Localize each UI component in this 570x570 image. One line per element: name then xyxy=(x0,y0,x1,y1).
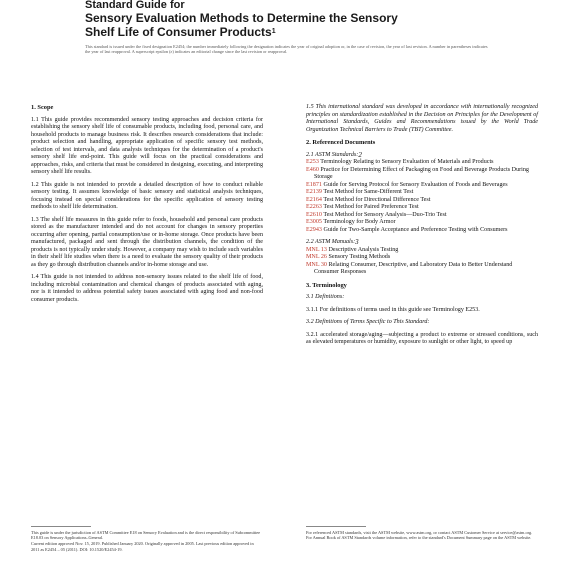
footnote-rule xyxy=(306,526,366,527)
document-header xyxy=(85,0,495,59)
reference-code-link[interactable]: E2610 xyxy=(306,211,322,218)
reference-code-link[interactable]: E2943 xyxy=(306,226,322,233)
reference-code-link[interactable]: E1871 xyxy=(306,181,322,188)
manual-item[interactable] xyxy=(306,247,538,255)
referenced-documents-heading: 2. Referenced Documents xyxy=(306,139,376,146)
manual-code-link[interactable]: MNL 30 xyxy=(306,261,327,268)
reference-item[interactable] xyxy=(306,227,538,235)
footnote-rule xyxy=(31,526,91,527)
reference-item[interactable] xyxy=(306,219,538,227)
reference-item[interactable] xyxy=(306,204,538,212)
reference-title: Terminology Relating to Sensory Evaluation of Materials and Products xyxy=(320,159,494,165)
left-footnotes xyxy=(31,526,263,553)
reference-item[interactable] xyxy=(306,189,538,197)
astm-manuals-footnote-mark: 3 xyxy=(355,238,359,246)
reference-title: Guide for Serving Protocol for Sensory Evaluation of Foods and Beverages xyxy=(323,181,508,188)
title-line-3 xyxy=(85,25,495,39)
scope-heading: 1. Scope xyxy=(31,104,54,111)
reference-code-link[interactable]: E460 xyxy=(306,166,319,173)
footnote-2: For referenced ASTM standards, visit the ASTM website, www.astm.org, or contact ASTM Customer Service at service@astm.org. For Annual Book of ASTM Standards volume information, refer to the standard's Document Summary page on the ASTM website. xyxy=(306,530,533,541)
astm-manuals-list xyxy=(306,247,538,277)
reference-title: Guide for Two-Sample Acceptance and Preference Testing with Consumers xyxy=(323,226,508,233)
designation-note: This standard is issued under the fixed designation E2454; the number immediately following the designation indicates the year of original adoption or, in the case of revision, the year of last revision. A number in parentheses indicates the year of last reapproval. A superscript epsilon (ε) indicates an editorial change since the last revision or reapproval. xyxy=(85,44,488,55)
title-line-2: Sensory Evaluation Methods to Determine the Sensory xyxy=(85,11,398,25)
manual-code-link[interactable]: MNL 13 xyxy=(306,246,327,253)
reference-title: Test Method for Paired Preference Test xyxy=(323,204,419,210)
manual-title: Sensory Testing Methods xyxy=(328,254,391,260)
astm-standards-list xyxy=(306,159,538,234)
astm-manuals-label xyxy=(306,239,538,247)
title-footnote-mark: 1 xyxy=(271,28,276,35)
right-column xyxy=(306,104,538,352)
definitions-subheading: 3.1 Definitions: xyxy=(306,294,345,300)
reference-code-link[interactable]: E3005 xyxy=(306,219,322,225)
title-line-1: Standard Guide for xyxy=(85,0,185,11)
reference-item[interactable] xyxy=(306,197,538,205)
reference-title: Test Method for Same-Different Test xyxy=(323,189,414,195)
reference-code-link[interactable]: E2139 xyxy=(306,189,322,195)
terminology-heading: 3. Terminology xyxy=(306,281,347,289)
definitions-specific-subheading: 3.2 Definitions of Terms Specific to This Standard: xyxy=(306,319,430,325)
reference-code-link[interactable]: E253 xyxy=(306,159,319,165)
manual-title: Relating Consumer, Descriptive, and Laboratory Data to Better Understand Consumer Responses xyxy=(314,261,513,275)
reference-title: Terminology for Body Armor xyxy=(323,219,396,225)
paragraph-3-2-1: 3.2.1 accelerated storage/aging—subjecting a product to extreme or stressed conditions, such as elevated temperatures or humidity, exposure to sunlight or other light, to speed up xyxy=(306,331,538,345)
paragraph-1-2: 1.2 This guide is not intended to provide a detailed description of how to conduct reliable sensory testing. It assumes knowledge of basic sensory and statistical analysis techniques, focusing instead on special considerations for the specific application of sensory testing methods to shelf life determination. xyxy=(31,181,263,210)
paragraph-1-1: 1.1 This guide provides recommended sensory testing approaches and decision criteria for establishing the sensory shelf life of consumable products, including food, personal care, and household products to manage business risk. It describes research considerations that include: product selection and handling, appropriate application of specific sensory test methods, selection of test intervals, and data analysis techniques for the determination of a product's sensory shelf life end-point. This guide will focus on the practical considerations and approaches, risks, and criteria that must be considered in designing, executing, and interpreting sensory shelf life results. xyxy=(31,116,263,175)
paragraph-3-1-1: 3.1.1 For definitions of terms used in this guide see Terminology E253. xyxy=(306,306,480,313)
astm-manuals-text: 2.2 ASTM Manuals: xyxy=(306,239,356,245)
reference-code-link[interactable]: E2263 xyxy=(306,204,322,210)
paragraph-1-3: 1.3 The shelf life measures in this guide refer to foods, household and personal care products stored as the manufacturer intended and do not account for changes in sensory properties occurring after opening, partial consumption/use or in-home storage. Once products have been manufactured, packaged and sent through the distribution channels, the condition of the products is not typically under study. However, a company may wish to include such variables in their shelf life studies when there is a need to evaluate the sensory quality of their products as they go through distribution channels and/or in-home storage and use. xyxy=(31,216,263,268)
footnote-1: This guide is under the jurisdiction of ASTM Committee E18 on Sensory Evaluation and is the direct responsibility of Subcommittee E18.03 on Sensory Applications–General. xyxy=(31,530,261,541)
astm-standards-footnote-mark: 2 xyxy=(358,150,362,159)
reference-item[interactable] xyxy=(306,159,538,167)
paragraph-1-5: 1.5 This international standard was developed in accordance with internationally recognized principles on standardization established in the Decision on Principles for the Development of International Standards, Guides and Recommendations issued by the World Trade Organization Technical Barriers to Trade (TBT) Committee. xyxy=(306,104,538,133)
manual-item[interactable] xyxy=(306,254,538,262)
reference-title: Practice for Determining Effect of Packaging on Food and Beverage Products During Storage xyxy=(314,166,529,180)
reference-item[interactable] xyxy=(306,182,538,190)
reference-code-link[interactable]: E2164 xyxy=(306,196,322,203)
reference-item[interactable] xyxy=(306,212,538,220)
left-column xyxy=(31,104,263,309)
reference-item[interactable] xyxy=(306,167,538,182)
manual-item[interactable] xyxy=(306,262,538,277)
paragraph-1-4: 1.4 This guide is not intended to address non-sensory issues related to the shelf life of food, including microbial contamination and chemical changes of products associated with aging, nor is it intended to address potential safety issues associated with aging food and non-food consumer products. xyxy=(31,274,263,303)
reference-title: Test Method for Sensory Analysis—Duo-Trio Test xyxy=(323,211,447,218)
manual-title: Descriptive Analysis Testing xyxy=(328,246,399,253)
astm-standards-text: 2.1 ASTM Standards: xyxy=(306,151,359,158)
title-line-3-text: Shelf Life of Consumer Products xyxy=(85,25,272,39)
reference-title: Test Method for Directional Difference Test xyxy=(323,196,431,203)
manual-code-link[interactable]: MNL 26 xyxy=(306,254,327,260)
footnote-edition: Current edition approved Nov. 15, 2019. Published January 2020. Originally approved in 2005. Last previous edition approved in 2011 as E2454 – 05 (2011). DOI: 10.1520/E2454-19. xyxy=(31,541,254,552)
right-footnotes xyxy=(306,526,538,541)
astm-standards-label xyxy=(306,152,538,160)
